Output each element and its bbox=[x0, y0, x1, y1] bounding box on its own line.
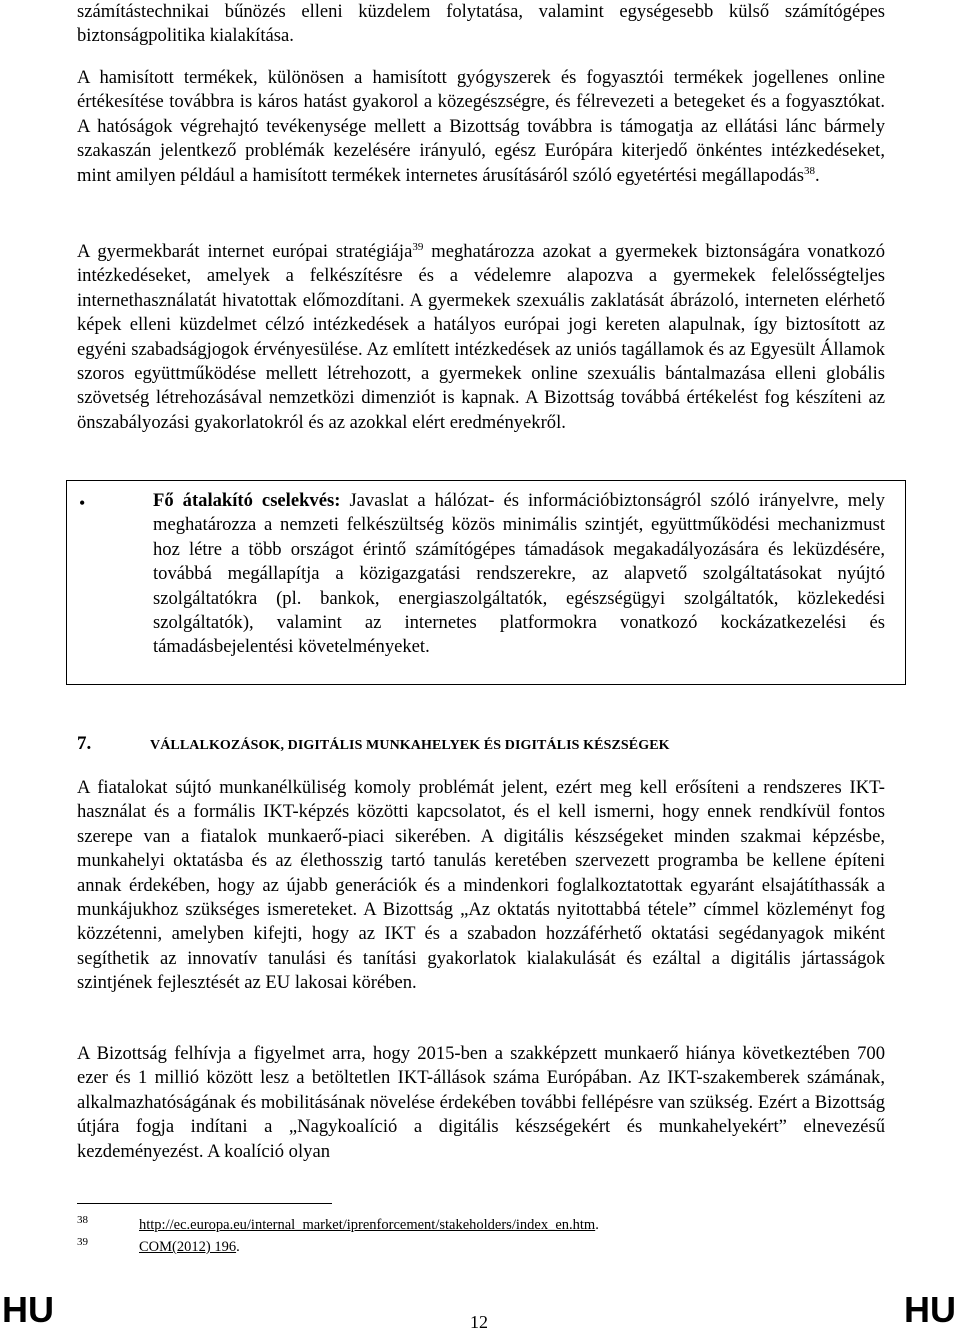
footer-language-right: HU bbox=[904, 1289, 956, 1330]
footnote-number: 38 bbox=[77, 1214, 88, 1226]
footer-language-left: HU bbox=[2, 1289, 54, 1330]
paragraph-intro-continuation: számítástechnikai bűnözés elleni küzdelem folytatása, valamint egységesebb külső számítógépes biztonságpolitika kialakítása. bbox=[77, 1, 885, 47]
footnote-link[interactable]: http://ec.europa.eu/internal_market/iprenforcement/stakeholders/index_en.htm bbox=[139, 1217, 596, 1233]
key-action-text bbox=[153, 489, 885, 660]
paragraph-child-start: A gyermekbarát internet európai stratégiája bbox=[77, 241, 413, 262]
paragraph-child-internet bbox=[77, 240, 885, 435]
page-number: 12 bbox=[470, 1312, 488, 1332]
key-action-box bbox=[66, 480, 906, 685]
paragraph-counterfeit-goods bbox=[77, 66, 885, 188]
paragraph-youth-unemployment: A fiatalokat sújtó munkanélküliség komoly problémát jelent, ezért meg kell erősíteni a rendszeres IKT-használat és a formális IKT-képzés közötti kapcsolatot, és el kell ismerni, hogy ennek rendkívül fontos szerepe van a fiatalok munkaerő-piaci sikerében. A digitális készségeket minden szakmai képzésbe, munkahelyi oktatásba és az élethosszig tartó tanulás keretében szervezett programba be kellene építeni annak érdekében, hogy az újabb generációk és a mindenkori foglalkoztatottak egyaránt elsajátíthassák a munkájukhoz szükséges ismereteket. A Bizottság „Az oktatás nyitottabbá tétele” címmel közleményt fog közzétenni, amelyben kifejti, hogy az IKT és a szabadon hozzáférhető oktatási segédanyagok miként segíthetik az innovatív tanulási és tanítási gyakorlatok kialakulását és ezáltal a digitális jártasságok szintjének fejlesztését az EU lakosai körében. bbox=[77, 777, 885, 994]
footnote-ref-38[interactable]: 38 bbox=[804, 164, 815, 177]
paragraph-ict-shortage: A Bizottság felhívja a figyelmet arra, hogy 2015-ben a szakképzett munkaerő hiánya következtében 700 ezer és 1 millió között lesz a betöltetlen IKT-állások száma Európában. Az IKT-szakemberek számának, alkalmazhatóságának és mobilitásának növelése érdekében további fellépésre van szükség. Ezért a Bizottság útjára fogja indítani a „Nagykoalíció a digitális készségekért és munkahelyekért” elnevezésű kezdeményezést. A koalíció olyan bbox=[77, 1043, 885, 1162]
paragraph-counterfeit-text: A hamisított termékek, különösen a hamisított gyógyszerek és fogyasztói termékek jogellenes online értékesítése továbbra is káros hatást gyakorol a közegészségre, és félrevezeti a betegeket és a fogyasztókat. A hatóságok végrehajtó tevékenysége mellett a Bizottság továbbra is támogatja az ellátási lánc bármely szakaszán jelentkező problémák kezelésére irányuló, egész Európára kiterjedő önkéntes intézkedéseket, mint amilyen például a hamisított termékek internetes árusításáról szóló egyetértési megállapodás bbox=[77, 67, 885, 186]
footnote-reference: COM(2012) 196 bbox=[139, 1239, 237, 1255]
paragraph-end-dot: . bbox=[815, 164, 820, 186]
footnote-ref-39[interactable]: 39 bbox=[412, 241, 424, 253]
section-number: 7. bbox=[77, 733, 92, 754]
bullet-icon: • bbox=[79, 493, 86, 513]
footnote-end: . bbox=[236, 1239, 240, 1255]
footnote-end: . bbox=[595, 1217, 599, 1233]
key-action-label: Fő átalakító cselekvés: bbox=[153, 490, 341, 511]
paragraph-child-rest: meghatározza azokat a gyermekek biztonságára vonatkozó intézkedéseket, amelyek a felkészítésre és a védelemre alapozva a gyermekek felelősségteljes internethasználatát hivatottak előmozdítani. A gyermekek szexuális zaklatását ábrázoló, interneten elérhető képek elleni küzdelmet célzó intézkedések a hatályos európai jogi kereten alapulnak, így biztosított az egyéni szabadságjogok érvényesülése. Az említett intézkedések az uniós tagállamok és az Egyesült Államok szoros együttműködése mellett létrehozott, a gyermekek online szexuális bántalmazása elleni globális szövetség létrehozásával nemzetközi dimenziót is kapnak. A Bizottság továbbá értékelést fog készíteni az önszabályozási gyakorlatokról és az azokkal elért eredményekről. bbox=[77, 241, 885, 433]
section-title: VÁLLALKOZÁSOK, DIGITÁLIS MUNKAHELYEK ÉS DIGITÁLIS KÉSZSÉGEK bbox=[150, 738, 670, 753]
footnote-divider bbox=[77, 1203, 332, 1204]
section-heading bbox=[77, 732, 670, 756]
key-action-body: Javaslat a hálózat- és információbiztonságról szóló irányelvre, mely meghatározza a nemzeti felkészültség közös minimális szintjét, együttműködési mechanizmust hoz létre a több országot érintő számítógépes támadások megakadályozására és leküzdésére, továbbá megállapítja a közigazgatási rendszerekre, az alapvető szolgáltatásokat nyújtó szolgáltatókra (pl. bankok, energiaszolgáltatók, egészségügyi szolgáltatók, közlekedési szolgáltatók), valamint az internetes platformokra vonatkozó kockázatkezelési és támadásbejelentési követelményeket. bbox=[153, 490, 885, 658]
footnote-number: 39 bbox=[77, 1236, 88, 1248]
